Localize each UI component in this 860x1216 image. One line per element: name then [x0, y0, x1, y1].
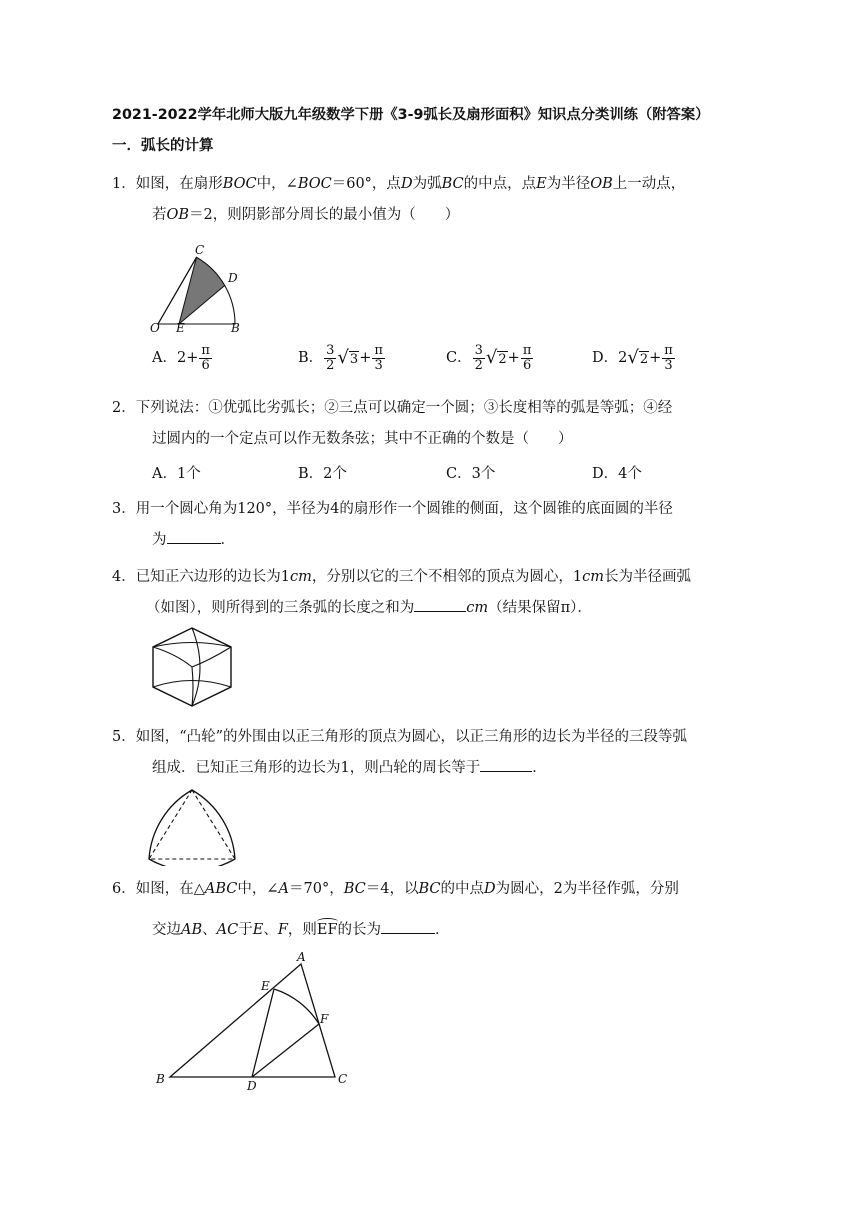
fraction: [372, 344, 385, 372]
q1-number: 1．: [112, 176, 136, 192]
q1-var: E: [536, 176, 547, 192]
q5-text: ．: [532, 760, 547, 776]
label-b: B: [231, 321, 240, 334]
q5-text: 组成．已知正三角形的边长为1，则凸轮的周长等于: [152, 760, 481, 776]
q4-text: 长为半径画弧: [603, 569, 691, 585]
denominator: 6: [201, 357, 210, 373]
q6-text: 、: [202, 922, 217, 938]
q2-option-b[interactable]: B．2个: [298, 466, 347, 482]
plus-sign: +: [507, 350, 520, 367]
label-d: D: [228, 271, 238, 285]
q6-text: 如图，在△: [135, 881, 205, 897]
q1-text: 上一动点，: [612, 176, 686, 192]
denominator: 6: [522, 357, 532, 373]
q5-number: 5．: [112, 729, 136, 745]
q5-answer-blank[interactable]: [480, 770, 532, 772]
q5-cam-figure: [142, 784, 242, 866]
q6-text: 、: [263, 922, 278, 938]
q6-text: ＝70°，: [289, 881, 344, 897]
option-label: A．: [152, 350, 177, 367]
label-o: O: [150, 321, 160, 334]
q4-number: 4．: [112, 569, 136, 585]
fraction: [199, 344, 212, 372]
label-f: F: [320, 1012, 329, 1026]
q2-text: 下列说法：①优弧比劣弧长；②三点可以确定一个圆；③长度相等的弧是等弧；④经: [135, 400, 673, 416]
q2-line-1: [112, 396, 672, 417]
fraction: [662, 344, 675, 372]
q6-var: E: [252, 922, 264, 938]
numerator: π: [374, 343, 383, 358]
label-a: A: [297, 950, 306, 964]
section-heading: 一．弧长的计算: [112, 138, 214, 154]
q4-unit: cm: [289, 569, 312, 585]
q1-option-d[interactable]: [592, 344, 676, 372]
numerator: π: [522, 343, 532, 358]
option-text: 2: [618, 350, 628, 367]
arc-ef: [274, 989, 319, 1024]
q1-var: BOC: [297, 176, 332, 192]
q6-text: 中，∠: [237, 881, 279, 897]
q6-var: AC: [216, 922, 239, 938]
q4-unit: cm: [582, 569, 604, 585]
q6-line-2: [152, 918, 450, 939]
q3-text: ．: [220, 532, 235, 548]
q3-line-1: [112, 497, 673, 518]
q6-triangle-figure: [150, 950, 360, 1092]
q6-text: 交边: [152, 922, 181, 938]
label-c: C: [195, 243, 205, 257]
sqrt: [486, 349, 508, 367]
q4-text: ，分别以它的三个不相邻的顶点为圆心，1: [311, 569, 583, 585]
numerator: 3: [326, 343, 335, 358]
denominator: 2: [326, 357, 335, 373]
q2-option-c[interactable]: C．3个: [446, 466, 496, 482]
radical-sign: √: [485, 347, 498, 369]
q1-text: 为弧: [412, 176, 442, 192]
q1-var: BC: [441, 176, 464, 192]
triangle-abc: [170, 964, 335, 1077]
q1-var: OB: [166, 207, 190, 223]
fraction: [473, 344, 485, 372]
plus-sign: +: [649, 350, 662, 367]
q1-var: BOC: [222, 176, 257, 192]
q6-answer-blank[interactable]: [381, 932, 435, 934]
sqrt: [337, 349, 359, 367]
label-c: C: [338, 1072, 348, 1086]
radicand: 3: [349, 351, 359, 367]
q1-option-b[interactable]: [298, 344, 386, 372]
document-title: 2021-2022学年北师大版九年级数学下册《3-9弧长及扇形面积》知识点分类训练（附答案）: [112, 107, 710, 123]
q4-answer-blank[interactable]: [414, 610, 466, 612]
q3-text: 用一个圆心角为120°，半径为4的扇形作一个圆锥的侧面，这个圆锥的底面圆的半径: [135, 501, 673, 517]
cam-outline: [149, 790, 235, 866]
q4-unit: cm: [466, 600, 489, 616]
q5-text: 如图，“凸轮”的外围由以正三角形的顶点为圆心，以正三角形的边长为半径的三段等弧: [135, 729, 688, 745]
numerator: π: [664, 343, 673, 358]
q6-line-1: [112, 877, 679, 898]
q1-option-c[interactable]: [446, 344, 534, 372]
q4-text: 已知正六边形的边长为1: [135, 569, 290, 585]
numerator: π: [201, 343, 210, 358]
radicand: 2: [498, 351, 507, 367]
arc-6: [192, 647, 231, 667]
q6-var: F: [277, 922, 288, 938]
option-label: C．: [446, 350, 472, 367]
shaded-region: [179, 257, 225, 324]
q3-answer-blank[interactable]: [167, 542, 221, 544]
arc-5: [192, 667, 193, 706]
arc-ef-text: EF: [316, 922, 338, 938]
q6-text: 的长为: [337, 922, 382, 938]
label-e: E: [176, 321, 185, 334]
q3-text: 为: [152, 532, 167, 548]
q6-text: 于: [238, 922, 253, 938]
q1-text: 若: [152, 207, 167, 223]
plus-sign: +: [359, 350, 372, 367]
equilateral-triangle: [149, 790, 235, 859]
q4-line-1: [112, 565, 691, 586]
q1-option-a[interactable]: [152, 344, 213, 372]
arc-4: [153, 647, 192, 667]
q6-text: ，则: [287, 922, 317, 938]
q6-var: AB: [181, 922, 203, 938]
label-b: B: [156, 1072, 165, 1086]
radical-sign: √: [337, 347, 349, 369]
denominator: 3: [374, 357, 383, 373]
q1-text: ＝2，则阴影部分周长的最小值为（ ）: [189, 207, 460, 223]
q4-text: （如图），则所得到的三条弧的长度之和为: [146, 600, 415, 616]
q1-var: OB: [590, 176, 613, 192]
label-d: D: [247, 1079, 257, 1092]
q6-text: ．: [435, 922, 450, 938]
q2-number: 2．: [112, 400, 136, 416]
q6-var: ABC: [204, 881, 238, 897]
q1-line-1: [112, 172, 685, 193]
segment-df: [252, 1024, 319, 1077]
q1-line-2: [152, 203, 459, 224]
q1-text: 的中点，点: [463, 176, 537, 192]
q6-var: BC: [343, 881, 366, 897]
arc-mark: [317, 918, 338, 925]
q1-text: 中，∠: [256, 176, 298, 192]
denominator: 2: [474, 357, 483, 373]
q6-number: 6．: [112, 881, 136, 897]
q4-line-2: [146, 596, 592, 617]
q2-option-a[interactable]: A．1个: [152, 466, 201, 482]
denominator: 3: [664, 357, 673, 373]
q1-text: 如图，在扇形: [135, 176, 223, 192]
option-text: 2+: [176, 350, 199, 367]
option-label: D．: [592, 350, 619, 367]
q6-var: D: [484, 881, 496, 897]
fraction: [324, 344, 336, 372]
q4-text: （结果保留π）．: [488, 600, 592, 616]
q5-line-2: [152, 756, 547, 777]
q6-text: 的中点: [440, 881, 485, 897]
q6-var: A: [278, 881, 290, 897]
q1-sector-figure: [146, 234, 252, 334]
numerator: 3: [474, 343, 483, 358]
q2-line-2: 过圆内的一个定点可以作无数条弦；其中不正确的个数是（ ）: [152, 431, 573, 447]
q4-hexagon-figure: [146, 624, 238, 710]
q3-number: 3．: [112, 501, 136, 517]
segment-de: [252, 989, 274, 1077]
fraction: [521, 344, 534, 372]
radicand: 2: [639, 351, 649, 367]
label-e: E: [261, 979, 270, 993]
arc-3: [153, 681, 231, 688]
q5-line-1: [112, 725, 687, 746]
q1-text: 为半径: [546, 176, 591, 192]
option-label: B．: [298, 350, 324, 367]
arc-ef-notation: [317, 922, 338, 938]
arc-1: [153, 643, 231, 648]
q1-text: ＝60°，点: [331, 176, 401, 192]
sqrt: [627, 349, 649, 367]
q6-text: ＝4，以: [365, 881, 419, 897]
q6-text: 为圆心，2为半径作弧，分别: [495, 881, 679, 897]
q3-line-2: [152, 528, 235, 549]
radical-sign: √: [627, 347, 639, 369]
q1-var: D: [400, 176, 413, 192]
q2-option-d[interactable]: D．4个: [592, 466, 642, 482]
q6-var: BC: [418, 881, 441, 897]
